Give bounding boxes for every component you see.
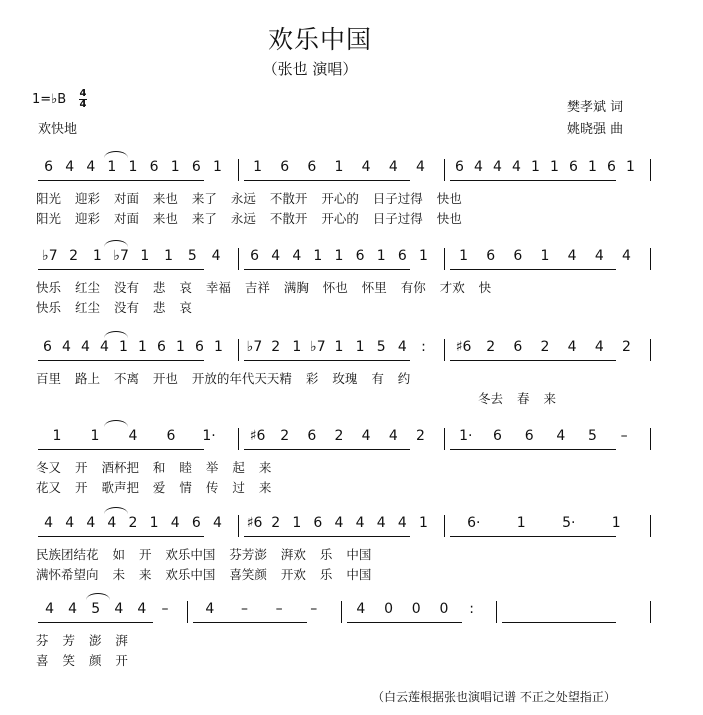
note: 4	[556, 428, 566, 444]
notation-row	[0, 248, 703, 328]
note: 1	[550, 159, 559, 175]
beam-line	[244, 449, 410, 450]
note: 6	[250, 248, 260, 264]
barline	[238, 515, 239, 537]
lyrics-verse-2: 冬去 春 来	[478, 391, 556, 406]
beam-line	[244, 180, 410, 181]
note: 4	[292, 248, 302, 264]
note: 0	[439, 601, 449, 617]
key-signature: 1=♭B	[32, 92, 67, 107]
note: 4	[361, 428, 371, 444]
note: 1	[212, 159, 222, 175]
note: 6	[513, 248, 523, 264]
note: ♯6	[246, 515, 263, 531]
note: 6	[191, 159, 201, 175]
time-signature: 4 4	[79, 88, 87, 110]
note: 1	[92, 248, 102, 264]
slur	[104, 507, 128, 514]
note: 4	[68, 601, 78, 617]
note: 2	[69, 248, 79, 264]
barline	[444, 515, 445, 537]
note: 6	[513, 339, 523, 355]
notation-row	[0, 515, 703, 595]
note: 2	[128, 515, 138, 531]
beam-line	[38, 449, 204, 450]
note: 4	[65, 159, 75, 175]
song-title: 欢乐中国	[267, 25, 372, 54]
lyrics-verse-2: 花又 开 歌声把 爱 情 传 过 来	[36, 480, 272, 495]
barline	[650, 515, 651, 537]
barline	[238, 428, 239, 450]
note: 6	[493, 428, 502, 444]
barline	[444, 248, 445, 270]
note: 4	[334, 515, 344, 531]
note: 1	[376, 248, 386, 264]
note: ♭7	[42, 248, 58, 264]
note: 4	[212, 515, 222, 531]
beam-line	[502, 622, 617, 623]
notation-row	[0, 159, 703, 239]
note: 6	[44, 159, 54, 175]
note: 6	[397, 248, 407, 264]
note: :	[469, 601, 474, 617]
composer-credit: 姚晓强 曲	[567, 122, 624, 137]
note: 4	[62, 339, 71, 355]
note: –	[240, 601, 248, 617]
note: 4	[65, 515, 75, 531]
beam-line	[450, 360, 616, 361]
note: 4	[356, 601, 366, 617]
beam-line	[38, 536, 204, 537]
note: 4	[86, 515, 96, 531]
note: 2	[540, 339, 550, 355]
lyrics-verse-1: 民族团结花 如 开 欢乐中国 芬芳澎 湃欢 乐 中国	[36, 547, 372, 562]
barline	[238, 339, 239, 361]
note: 5	[91, 601, 101, 617]
note: 4	[107, 515, 117, 531]
note: 1	[334, 339, 344, 355]
note: 1	[516, 515, 526, 531]
beam-line	[38, 622, 153, 623]
note: 1	[164, 248, 174, 264]
beam-line	[38, 360, 204, 361]
lyrics-verse-2: 满怀希望向 未 来 欢乐中国 喜笑颜 开欢 乐 中国	[36, 567, 372, 582]
note: 4	[621, 248, 631, 264]
note: 6	[191, 515, 201, 531]
note: 6	[166, 428, 176, 444]
note: –	[161, 601, 169, 617]
note: 4	[388, 428, 398, 444]
note: 6	[307, 428, 317, 444]
lyrics-verse-2: 快乐 红尘 没有 悲 哀	[36, 300, 192, 315]
lyrics-verse-1: 芬 芳 澎 湃	[36, 633, 128, 648]
note: 4	[271, 248, 281, 264]
barline	[650, 339, 651, 361]
barline	[444, 159, 445, 181]
lyrics-verse-2: 喜 笑 颜 开	[36, 653, 128, 668]
note: ♯6	[455, 339, 472, 355]
lyrics-verse-1: 百里 路上 不离 开也 开放的年代天天精 彩 玫瑰 有 约	[36, 371, 411, 386]
slur	[104, 331, 128, 338]
barline	[444, 339, 445, 361]
note: 4	[114, 601, 124, 617]
note: 4	[474, 159, 483, 175]
beam-line	[450, 449, 616, 450]
note: 4	[137, 601, 147, 617]
note: 1·	[459, 428, 473, 444]
notation-row	[0, 339, 703, 419]
note: 1	[176, 339, 185, 355]
note: 0	[411, 601, 421, 617]
note: 5·	[562, 515, 576, 531]
note: 6	[195, 339, 204, 355]
note: 4	[594, 248, 604, 264]
notation-row	[0, 601, 703, 681]
barline	[650, 601, 651, 623]
barline	[238, 159, 239, 181]
beam-line	[450, 269, 616, 270]
note: 4	[594, 339, 604, 355]
note: 2	[280, 428, 290, 444]
beam-line	[38, 180, 204, 181]
note: 1	[459, 248, 469, 264]
note: 6	[149, 159, 159, 175]
beam-line	[244, 360, 410, 361]
barline	[496, 601, 497, 623]
note: 4	[397, 339, 407, 355]
note: 4	[45, 601, 54, 617]
beam-line	[347, 622, 462, 623]
note: 1	[292, 339, 302, 355]
note: 4	[388, 159, 398, 175]
note: 1	[170, 159, 180, 175]
note: 4	[355, 515, 365, 531]
slur	[86, 593, 110, 600]
note: 1	[214, 339, 223, 355]
note: 4	[567, 339, 577, 355]
note: 1	[588, 159, 597, 175]
beam-line	[450, 536, 616, 537]
note: 1	[253, 159, 263, 175]
note: –	[310, 601, 318, 617]
note: 4	[205, 601, 215, 617]
barline	[444, 428, 445, 450]
note: 5	[588, 428, 597, 444]
note: 1	[418, 515, 428, 531]
note: 1	[540, 248, 550, 264]
barline	[341, 601, 342, 623]
slur	[104, 240, 128, 247]
note: ♯6	[249, 428, 266, 444]
note: 2	[621, 339, 631, 355]
note: 1	[334, 248, 344, 264]
note: 4	[397, 515, 407, 531]
note: 6	[524, 428, 534, 444]
note: 6	[43, 339, 52, 355]
note: 4	[361, 159, 371, 175]
note: 1	[334, 159, 344, 175]
note: 4	[86, 159, 96, 175]
note: 4	[81, 339, 90, 355]
note: 1·	[202, 428, 216, 444]
barline	[650, 159, 651, 181]
note: 1	[149, 515, 159, 531]
barline	[650, 428, 651, 450]
note: 4	[567, 248, 577, 264]
note: 5	[376, 339, 386, 355]
lyrics-verse-1: 冬又 开 酒杯把 和 睦 举 起 来	[36, 460, 272, 475]
note: 1	[418, 248, 428, 264]
note: 6	[486, 248, 496, 264]
note: ♭7	[310, 339, 326, 355]
note: 4	[376, 515, 386, 531]
barline	[187, 601, 188, 623]
note: 6	[607, 159, 616, 175]
slur	[104, 151, 128, 158]
note: 1	[626, 159, 635, 175]
note: –	[620, 428, 628, 444]
lyrics-verse-1: 阳光 迎彩 对面 来也 来了 永远 不散开 开心的 日子过得 快也	[36, 191, 462, 206]
note: 6	[307, 159, 317, 175]
lyrics-verse-2: 阳光 迎彩 对面 来也 来了 永远 不散开 开心的 日子过得 快也	[36, 211, 462, 226]
note: 2	[271, 339, 281, 355]
note: 1	[90, 428, 100, 444]
note: 4	[415, 159, 425, 175]
note: 1	[313, 248, 323, 264]
beam-line	[193, 622, 308, 623]
note: 6	[355, 248, 365, 264]
note: 4	[170, 515, 180, 531]
note: 6	[569, 159, 578, 175]
note: :	[421, 339, 426, 355]
note: 1	[119, 339, 128, 355]
note: 6	[157, 339, 166, 355]
beam-line	[244, 536, 410, 537]
beam-line	[244, 269, 410, 270]
note: 4	[100, 339, 109, 355]
note: ♭7	[113, 248, 129, 264]
slur	[104, 420, 128, 427]
notation-row	[0, 428, 703, 508]
note: 6·	[467, 515, 481, 531]
note: 1	[355, 339, 365, 355]
note: 1	[138, 339, 147, 355]
note: 4	[128, 428, 138, 444]
lyricist-credit: 樊孝斌 词	[567, 100, 624, 115]
transcriber-note: （白云莲根据张也演唱记谱 不正之处望指正）	[372, 690, 616, 704]
note: 1	[531, 159, 540, 175]
lyrics-verse-1: 快乐 红尘 没有 悲 哀 幸福 吉祥 满胸 怀也 怀里 有你 才欢 快	[36, 280, 492, 295]
note: 1	[52, 428, 62, 444]
note: 1	[292, 515, 302, 531]
barline	[650, 248, 651, 270]
barline	[238, 248, 239, 270]
note: 1	[128, 159, 138, 175]
note: 1	[140, 248, 150, 264]
note: –	[275, 601, 283, 617]
note: 2	[415, 428, 425, 444]
tempo-marking: 欢快地	[38, 122, 78, 137]
note: 6	[313, 515, 323, 531]
note: 6	[455, 159, 464, 175]
beam-line	[38, 269, 204, 270]
note: 2	[271, 515, 281, 531]
note: 2	[486, 339, 496, 355]
note: 0	[384, 601, 393, 617]
beam-line	[450, 180, 616, 181]
note: 4	[493, 159, 502, 175]
note: 5	[187, 248, 197, 264]
note: 4	[44, 515, 54, 531]
song-subtitle: （张也 演唱）	[262, 60, 358, 78]
note: ♭7	[246, 339, 263, 355]
note: 2	[334, 428, 344, 444]
note: 4	[211, 248, 221, 264]
note: 4	[512, 159, 521, 175]
note: 1	[611, 515, 621, 531]
note: 1	[107, 159, 117, 175]
note: 6	[280, 159, 290, 175]
